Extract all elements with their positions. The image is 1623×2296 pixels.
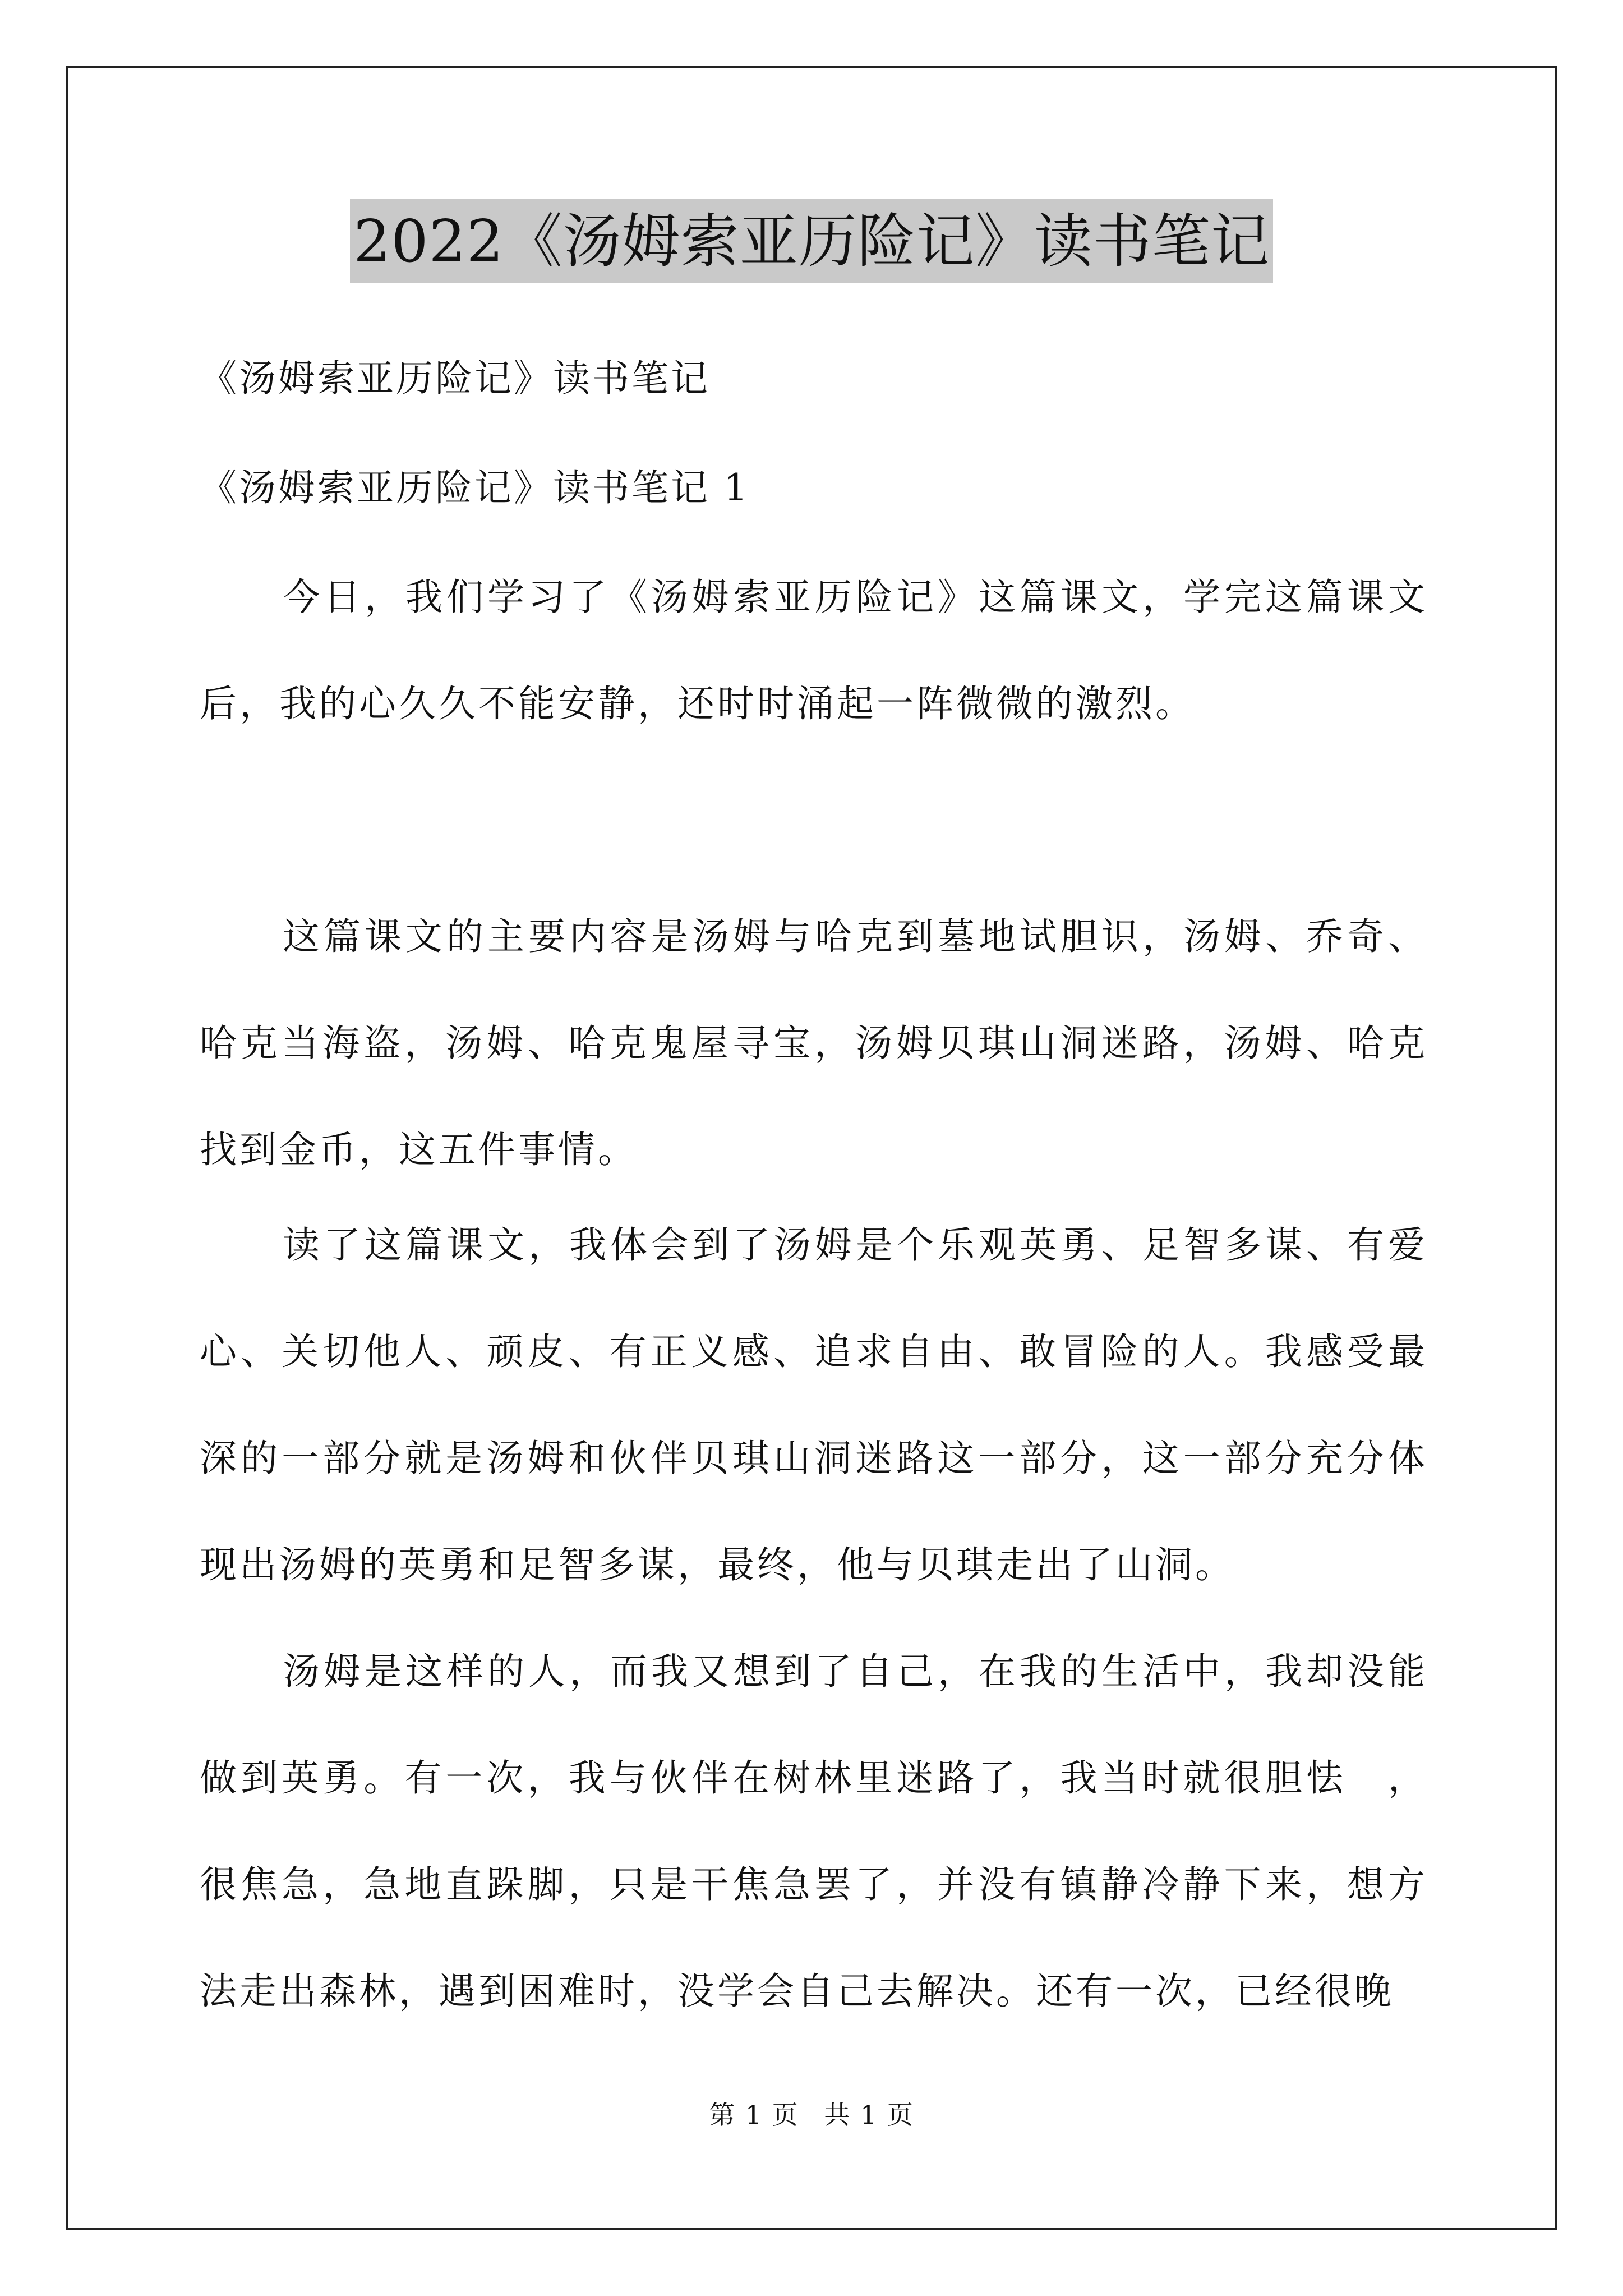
paragraph-3: 读了这篇课文，我体会到了汤姆是个乐观英勇、足智多谋、有爱心、关切他人、顽皮、有正义感、追求自由、敢冒险的人。我感受最深的一部分就是汤姆和伙伴贝琪山洞迷路这一部分，这一部分充分体现出汤姆的英勇和足智多谋，最终，他与贝琪走出了山洞。 [200,1223,1428,1586]
page-footer [0,2098,1623,2132]
page-number: 第 1 页 [709,2100,799,2130]
paragraph-2: 这篇课文的主要内容是汤姆与哈克到墓地试胆识，汤姆、乔奇、哈克当海盗，汤姆、哈克鬼屋寻宝，汤姆贝琪山洞迷路，汤姆、哈克找到金币，这五件事情。 [200,915,1428,1171]
document-subtitle: 《汤姆索亚历险记》读书笔记 [200,357,710,400]
title-container [0,199,1623,283]
document-title: 2022《汤姆索亚历险记》读书笔记 [350,199,1273,283]
paragraph-4: 汤姆是这样的人，而我又想到了自己，在我的生活中，我却没能做到英勇。有一次，我与伙伴在树林里迷路了，我当时就很胆怯 ，很焦急，急地直跺脚，只是干焦急罢了，并没有镇静冷静下来，想方法走出森林，遇到困难时，没学会自己去解决。还有一次，已经很晚 [200,1650,1428,2013]
paragraph-1: 今日，我们学习了《汤姆索亚历险记》这篇课文，学完这篇课文后，我的心久久不能安静，还时时涌起一阵微微的激烈。 [200,576,1428,725]
page-total: 共 1 页 [824,2100,914,2130]
section-heading: 《汤姆索亚历险记》读书笔记 1 [200,466,750,509]
